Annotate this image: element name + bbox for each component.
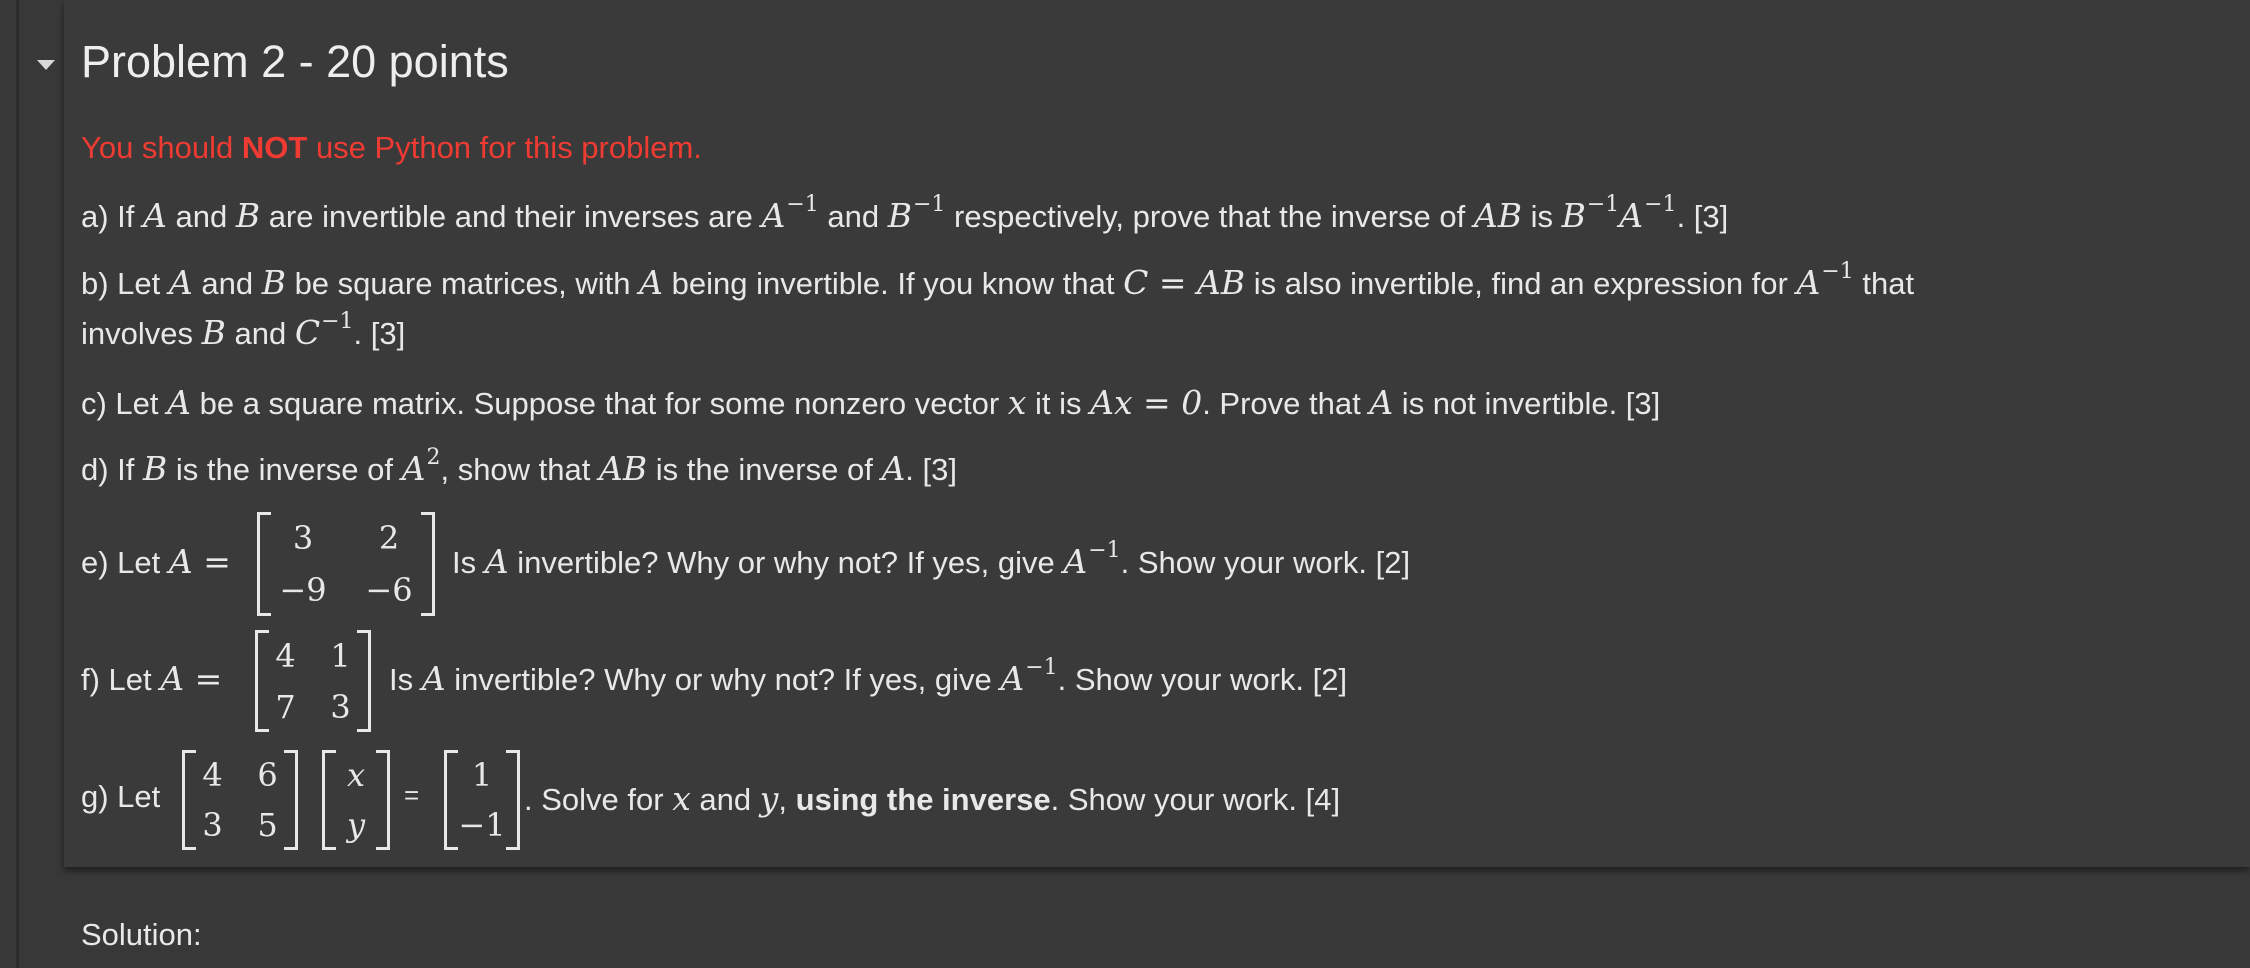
- matrix-cell: −9: [279, 571, 327, 609]
- vector-cell: 1: [471, 756, 493, 794]
- warning-text: You should NOT use Python for this problem.: [81, 130, 702, 165]
- part-e-text: Is A invertible? Why or why not? If yes, give $A^{-1}$. Show your work. [2]: [452, 538, 1411, 581]
- part-f-prefix: f) Let A =: [81, 659, 223, 698]
- matrix-cell: 4: [202, 756, 223, 794]
- part-g-matrix: [182, 750, 298, 850]
- vector-cell: x: [346, 756, 366, 794]
- matrix-cell: 3: [202, 806, 223, 844]
- solution-label: Solution:: [81, 917, 202, 952]
- collapse-arrow-icon[interactable]: [37, 60, 55, 70]
- matrix-cell: 3: [330, 687, 351, 726]
- part-b-line1: b) Let A and B be square matrices, with A being invertible. If you know that C = AB is also invertible, find an expression for $A^{-1}$ that: [81, 259, 1915, 302]
- part-b-line2: involves B and $C^{-1}$. [3]: [81, 309, 406, 352]
- vector-cell: −1: [458, 806, 506, 844]
- matrix-cell: 5: [257, 806, 278, 844]
- part-g-text: . Solve for x and y, using the inverse. Show your work. [4]: [524, 779, 1341, 818]
- matrix-cell: 7: [275, 687, 296, 726]
- matrix-cell: 4: [275, 636, 296, 675]
- matrix-cell: 3: [292, 519, 314, 557]
- part-g-rhs-vector: [444, 750, 520, 850]
- part-e-prefix: e) Let A =: [81, 542, 231, 581]
- part-f-matrix: [255, 630, 371, 732]
- problem-heading: Problem 2 - 20 points: [81, 36, 509, 87]
- part-g-vector: [322, 750, 390, 850]
- part-e-matrix: [257, 512, 435, 616]
- part-g-equals: =: [404, 780, 420, 810]
- matrix-cell: −6: [365, 571, 413, 609]
- cell-gutter-line: [16, 0, 19, 968]
- matrix-cell: 6: [257, 756, 278, 794]
- part-a: a) If A and B are invertible and their inverses are $A^{-1}$ and $B^{-1}$ respectively, prove that the inverse of AB is $B^{-1}A^{-1}$. [3]: [81, 192, 1729, 235]
- part-c: c) Let A be a square matrix. Suppose that for some nonzero vector x it is Ax = 0. Prove that A is not invertible. [3]: [81, 383, 1661, 422]
- matrix-cell: 1: [330, 636, 351, 675]
- part-f-text: Is A invertible? Why or why not? If yes, give $A^{-1}$. Show your work. [2]: [389, 655, 1348, 698]
- vector-cell: y: [346, 806, 366, 844]
- matrix-cell: 2: [378, 519, 400, 557]
- part-g-prefix: g) Let: [81, 779, 161, 814]
- part-d: d) If B is the inverse of $A^2$, show that AB is the inverse of A. [3]: [81, 445, 957, 488]
